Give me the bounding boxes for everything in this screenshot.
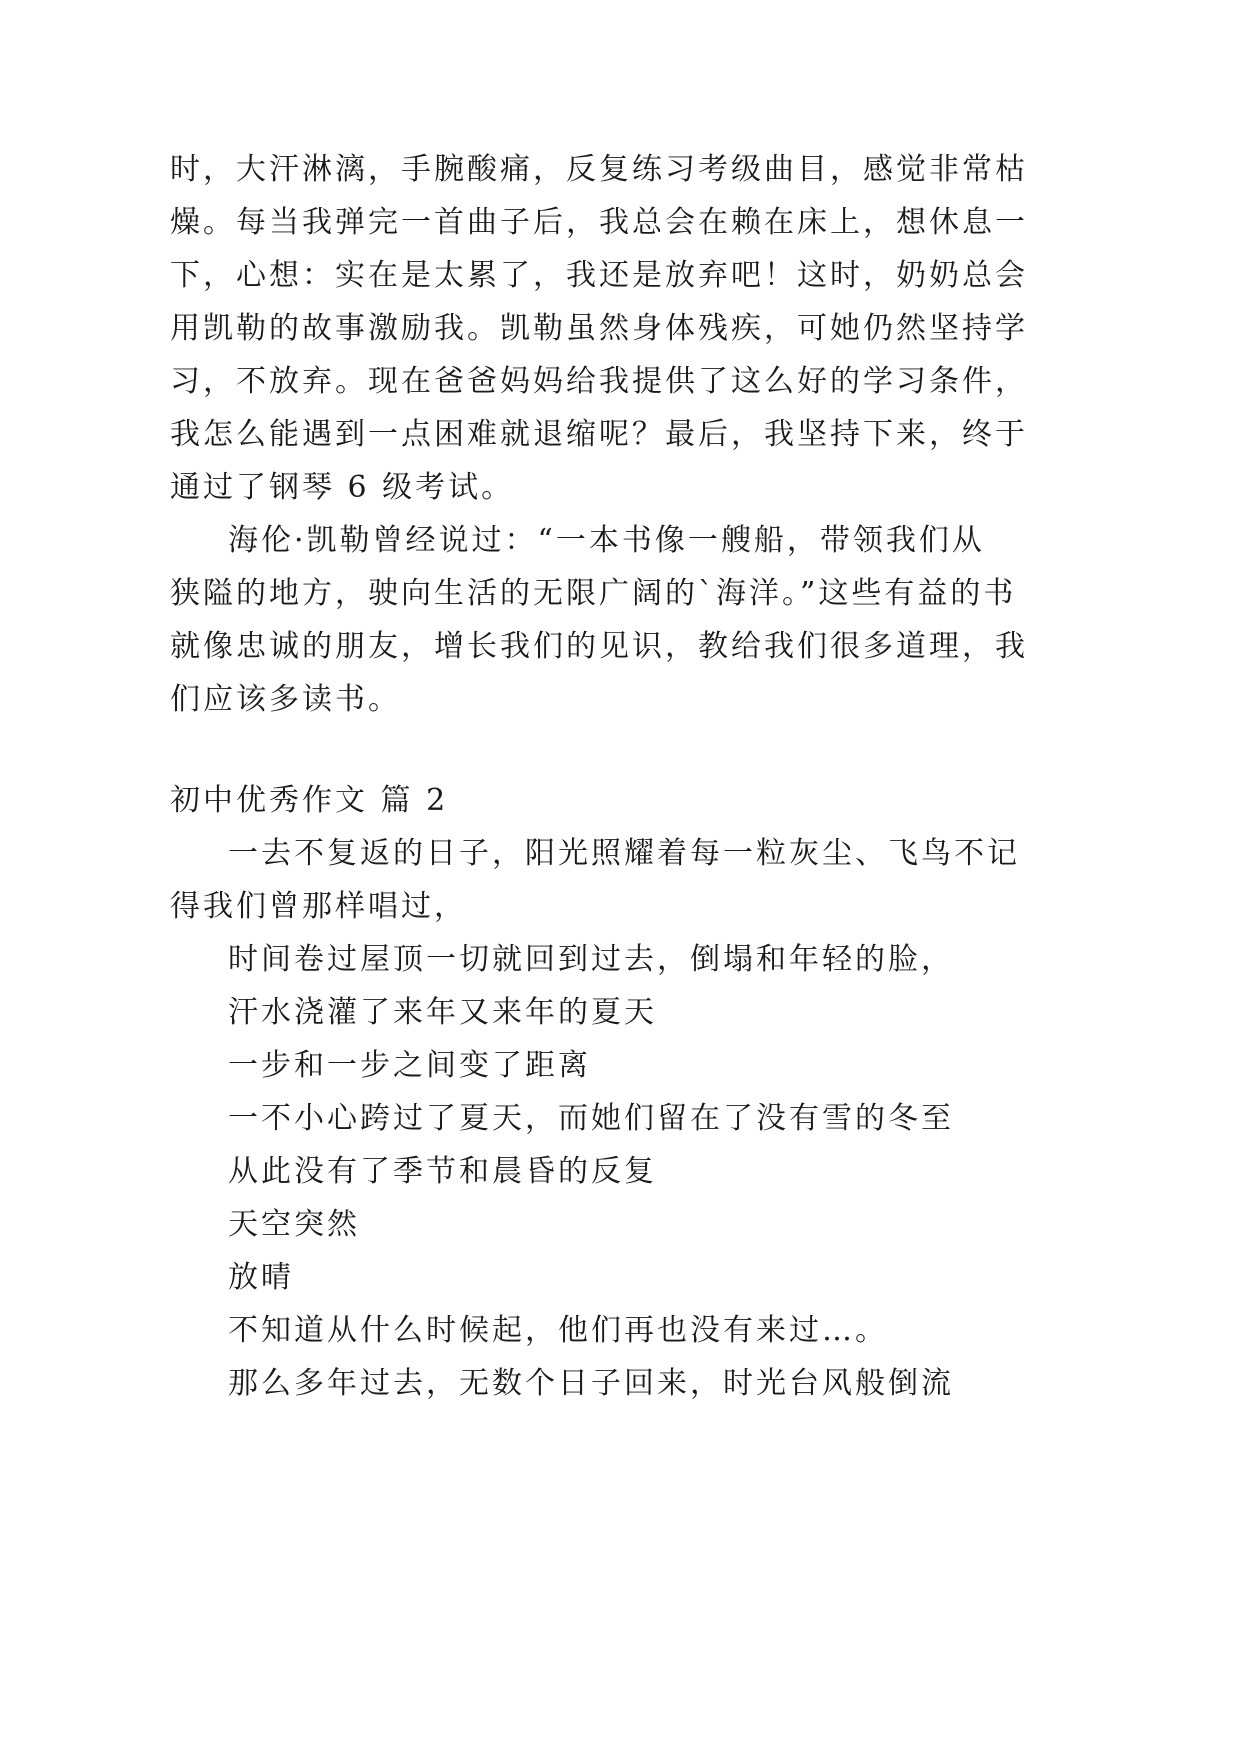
poem-line-5: 一步和一步之间变了距离 (228, 1048, 591, 1083)
paragraph1-line-4: 用凯勒的故事激励我。凯勒虽然身体残疾，可她仍然坚持学 (170, 311, 1028, 346)
poem-line-11: 那么多年过去，无数个日子回来，时光台风般倒流 (228, 1366, 954, 1401)
poem-line-3: 时间卷过屋顶一切就回到过去，倒塌和年轻的脸， (228, 942, 954, 977)
poem-line-6: 一不小心跨过了夏天，而她们留在了没有雪的冬至 (228, 1101, 954, 1136)
poem-line-7: 从此没有了季节和晨昏的反复 (228, 1154, 657, 1189)
paragraph2-line-1: 海伦·凯勒曾经说过：“一本书像一艘船，带领我们从 (228, 523, 985, 558)
paragraph2-line-2: 狭隘的地方，驶向生活的无限广阔的`海洋。”这些有益的书 (170, 576, 1017, 611)
paragraph1-line-7: 通过了钢琴 6 级考试。 (170, 470, 515, 505)
poem-line-8: 天空突然 (228, 1207, 360, 1242)
paragraph1-line-2: 燥。每当我弹完一首曲子后，我总会在赖在床上，想休息一 (170, 205, 1028, 240)
paragraph1-line-6: 我怎么能遇到一点困难就退缩呢？最后，我坚持下来，终于 (170, 417, 1028, 452)
poem-line-10: 不知道从什么时候起，他们再也没有来过…。 (228, 1313, 888, 1348)
paragraph1-line-1: 时，大汗淋漓，手腕酸痛，反复练习考级曲目，感觉非常枯 (170, 152, 1028, 187)
paragraph1-line-3: 下，心想：实在是太累了，我还是放弃吧！这时，奶奶总会 (170, 258, 1028, 293)
poem-line-1: 一去不复返的日子，阳光照耀着每一粒灰尘、飞鸟不记 (228, 836, 1020, 871)
poem-line-2: 得我们曾那样唱过， (170, 889, 467, 924)
poem-line-9: 放晴 (228, 1260, 294, 1295)
paragraph2-line-4: 们应该多读书。 (170, 682, 401, 717)
poem-line-4: 汗水浇灌了来年又来年的夏天 (228, 995, 657, 1030)
paragraph2-line-3: 就像忠诚的朋友，增长我们的见识，教给我们很多道理，我 (170, 629, 1028, 664)
paragraph1-line-5: 习，不放弃。现在爸爸妈妈给我提供了这么好的学习条件， (170, 364, 1028, 399)
section-heading: 初中优秀作文 篇 2 (170, 783, 449, 818)
